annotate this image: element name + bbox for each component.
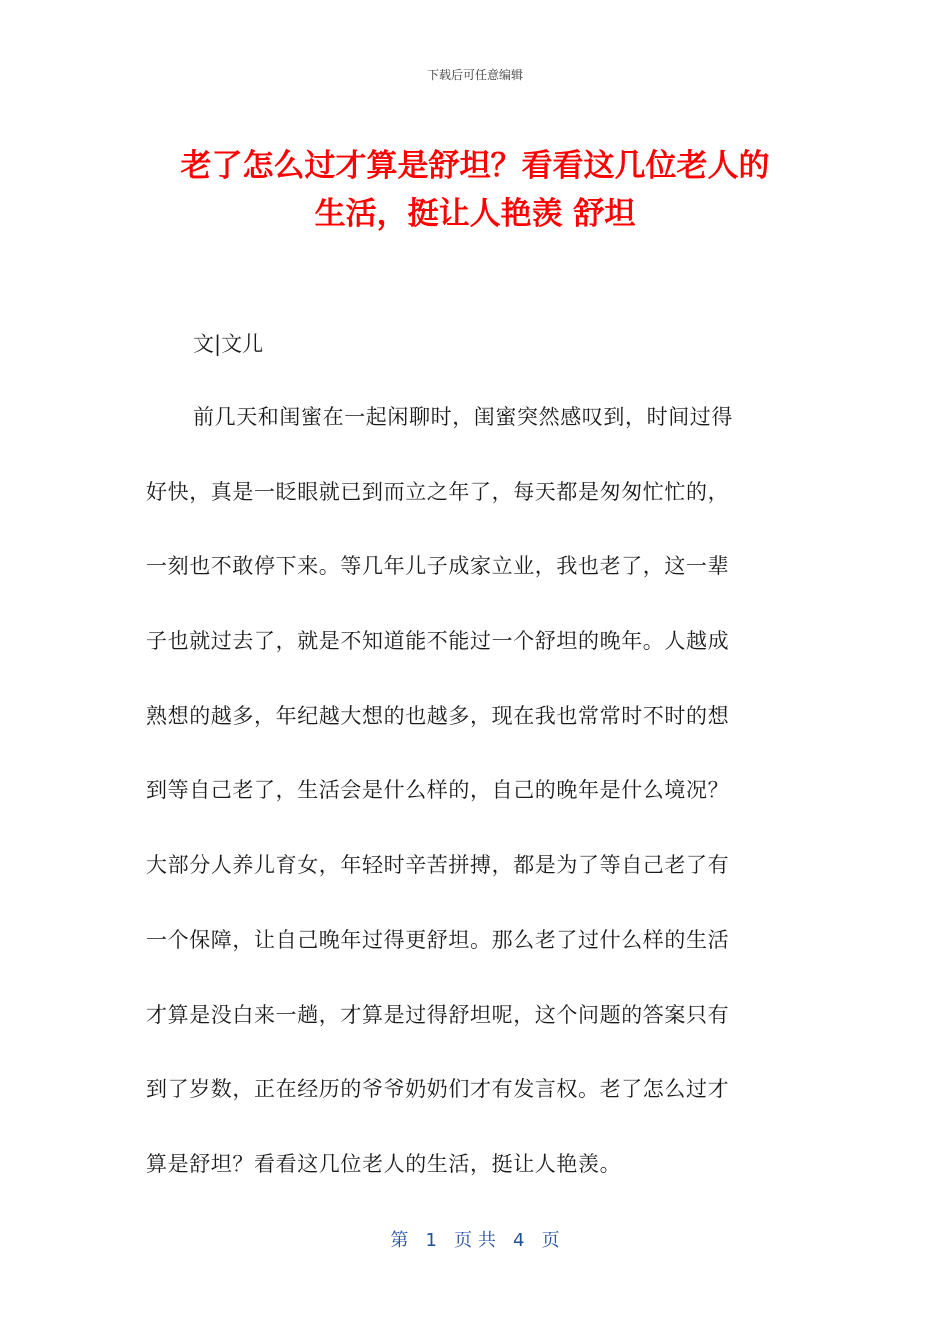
body-line: 大部分人养儿育女，年轻时辛苦拼搏，都是为了等自己老了有 <box>146 853 730 878</box>
body-line: 子也就过去了，就是不知道能不能过一个舒坦的晚年。人越成 <box>146 629 730 654</box>
body-line: 算是舒坦？看看这几位老人的生活，挺让人艳羡。 <box>146 1151 622 1176</box>
body-line: 好快，真是一眨眼就已到而立之年了，每天都是匆匆忙忙的， <box>146 479 730 504</box>
body-line: 一刻也不敢停下来。等几年儿子成家立业，我也老了，这一辈 <box>146 554 730 579</box>
title-line-2: 生活，挺让人艳羡 舒坦 <box>314 196 636 232</box>
article-title <box>120 142 830 238</box>
article-body <box>146 402 806 1224</box>
body-line: 熟想的越多，年纪越大想的也越多，现在我也常常时不时的想 <box>146 703 730 728</box>
page-footer: 第 1 页 共 4 页 <box>390 1230 560 1251</box>
body-line: 一个保障，让自己晚年过得更舒坦。那么老了过什么样的生活 <box>146 927 730 952</box>
body-line: 才算是没白来一趟，才算是过得舒坦呢，这个问题的答案只有 <box>146 1002 730 1027</box>
body-line: 到了岁数，正在经历的爷爷奶奶们才有发言权。老了怎么过才 <box>146 1077 730 1102</box>
body-line: 前几天和闺蜜在一起闲聊时，闺蜜突然感叹到，时间过得 <box>193 405 733 429</box>
author-byline: 文|文儿 <box>193 332 264 356</box>
title-line-1: 老了怎么过才算是舒坦？看看这几位老人的 <box>180 148 770 184</box>
body-line: 到等自己老了，生活会是什么样的，自己的晚年是什么境况？ <box>146 778 730 803</box>
header-note: 下载后可任意编辑 <box>426 68 523 82</box>
